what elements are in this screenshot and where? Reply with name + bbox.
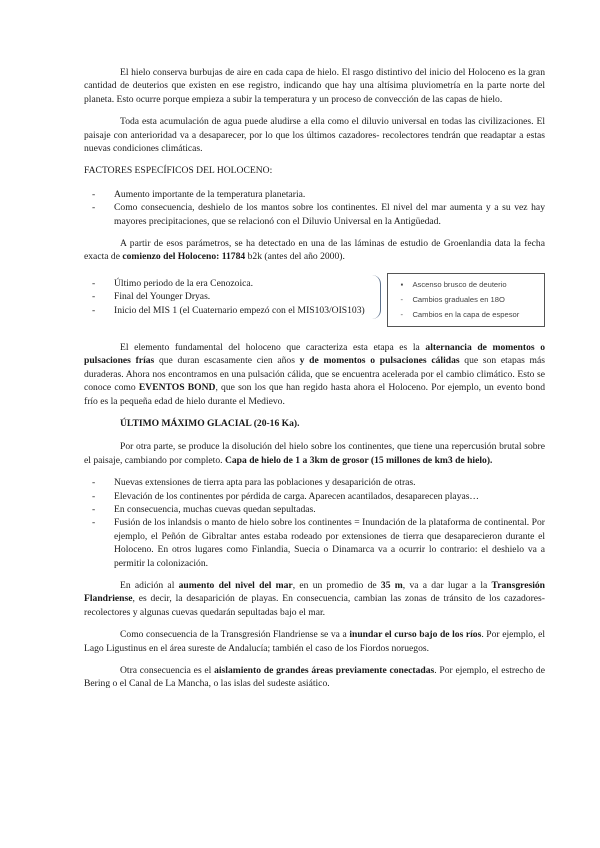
- list-item: [84, 188, 545, 201]
- list-item: [84, 476, 545, 489]
- bullet-dash: -: [92, 277, 96, 289]
- list-item-text: Fusión de los inlandsis o manto de hielo sobre los continentes = Inundación de la plataforma de continental. Por ejemplo, el Peñón de Gibraltar antes estaba rodeado por extensiones de tierra que desaparecieron durante el Holoceno. En otros lugares como Finlandia, Suecia o Dinamarca va a ocurrir lo contrario: el deshielo va a permitir la colonización.: [114, 517, 545, 569]
- heading-last-glacial-maximum: ÚLTIMO MÁXIMO GLACIAL (20-16 Ka).: [120, 417, 300, 429]
- paragraph-ice-dissolution: [84, 440, 545, 467]
- bullet-dash: -: [92, 477, 96, 489]
- bullet-dash: -: [92, 304, 96, 316]
- list-item-text: Nuevas extensiones de tierra apta para las poblaciones y desaparición de otras.: [114, 477, 416, 489]
- bold-warm-pulsations: y de momentos o pulsaciones cálidas: [299, 355, 460, 367]
- list-item-text: Último periodo de la era Cenozoica.: [114, 277, 254, 289]
- text-run: . Por ejemplo, el Lago Ligustinus en el área sureste de Andalucía; también el caso de los Fiordos noruegos.: [84, 629, 545, 654]
- bold-flood-rivers: inundar el curso bajo de los ríos: [349, 629, 482, 641]
- legend-mark: ▪: [400, 279, 404, 289]
- legend-box: [387, 273, 545, 327]
- list-item: [84, 201, 545, 228]
- paragraph-ice-bubbles: El hielo conserva burbujas de aire en cada capa de hielo. El rasgo distintivo del inicio del Holoceno es la gran cantidad de deuterios que existen en ese registro, indicando que hay una altísima pluviometría en la parte norte del planeta. Esto ocurre porque empieza a subir la temperatura y un proceso de convección de las capas de hielo.: [84, 67, 545, 105]
- paragraph-isolation: [84, 664, 545, 691]
- bold-35m: 35 m: [380, 579, 403, 591]
- legend-item: [388, 277, 544, 292]
- legend-text: Ascenso brusco de deuterio: [412, 279, 507, 289]
- curly-brace: [372, 275, 381, 319]
- paragraph-rivers: [84, 628, 545, 655]
- text-run: , en un promedio de: [292, 579, 381, 591]
- heading-factores: FACTORES ESPECÍFICOS DEL HOLOCENO:: [84, 165, 273, 177]
- text-run: En adición al: [120, 579, 179, 591]
- list-consecuencias: [84, 476, 545, 570]
- text-run: que duran escasamente cien años: [154, 355, 300, 367]
- text-run: El elemento fundamental del holoceno que caracteriza esta etapa es la: [120, 341, 426, 353]
- document-page: [84, 66, 545, 700]
- list-item-text: Final del Younger Dryas.: [114, 291, 211, 303]
- list-item: [84, 516, 545, 570]
- paragraph-pulsations: [84, 341, 545, 408]
- bullet-dash: -: [92, 517, 96, 529]
- legend-item: [388, 292, 544, 307]
- legend-text: Cambios en la capa de espesor: [412, 309, 520, 319]
- list-item-text: Como consecuencia, deshielo de los mantos sobre los continentes. El nivel del mar aumenta y a su vez hay mayores precipitaciones, que se relacionó con el Diluvio Universal en la Antigüedad.: [114, 202, 545, 227]
- bold-sea-level-rise: aumento del nivel del mar: [178, 579, 293, 591]
- list-item-text: Inicio del MIS 1 (el Cuaternario empezó con el MIS103/OIS103): [114, 304, 365, 316]
- bullet-dash: -: [92, 202, 96, 214]
- bullet-dash: -: [92, 188, 96, 200]
- bold-holocene-start: comienzo del Holoceno: 11784: [122, 251, 246, 263]
- holocene-start-block: [84, 273, 545, 327]
- bold-isolation: aislamiento de grandes áreas previamente conectadas: [214, 665, 435, 676]
- list-item: [84, 277, 372, 290]
- bold-ice-thickness: Capa de hielo de 1 a 3km de grosor (15 millones de km3 de hielo).: [224, 454, 493, 466]
- bold-cold-pulsations: alternancia de momentos o pulsaciones frías: [84, 341, 545, 367]
- bullet-dash: -: [92, 490, 96, 502]
- paragraph-universal-flood: Toda esta acumulación de agua puede aludirse a ella como el diluvio universal en todas las civilizaciones. El paisaje con anterioridad va a desaparecer, por lo que los últimos cazadores- recolectores tendrán que readaptar a estas nuevas condiciones climáticas.: [84, 116, 545, 155]
- text-run: A partir de esos parámetros, se ha detectado en una de las láminas de estudio de Groenlandia data la fecha exacta de: [84, 238, 545, 263]
- paragraph-sea-level: [84, 579, 545, 619]
- bold-flandrian-transgression: Transgresión Flandriense: [84, 579, 545, 605]
- legend-mark: -: [400, 294, 403, 304]
- text-run: , es decir, la desaparición de playas. En consecuencia, cambian las zonas de tránsito de los cazadores-recolectores y algunas cuevas quedarán sepultadas bajo el mar.: [84, 593, 545, 618]
- list-item: [84, 290, 372, 303]
- list-item-text: Aumento importante de la temperatura planetaria.: [114, 188, 306, 200]
- list-factores: [84, 188, 545, 228]
- bold-bond-events: EVENTOS BOND: [138, 382, 216, 394]
- list-item: [84, 304, 372, 317]
- list-item-text: En consecuencia, muchas cuevas quedan sepultadas.: [114, 503, 316, 515]
- text-run: Como consecuencia de la Transgresión Flandriense se va a: [120, 629, 350, 641]
- list-inicio: [84, 277, 372, 317]
- text-run: Otra consecuencia es el: [120, 665, 215, 676]
- list-item: [84, 490, 545, 503]
- list-item: [84, 503, 545, 516]
- text-run: b2k (antes del año 2000).: [245, 251, 345, 263]
- text-run: . Por ejemplo, el estrecho de Bering o el Canal de La Mancha, o las islas del sudeste asiático.: [84, 665, 545, 690]
- text-run: , que son los que han regido hasta ahora el Holoceno. Por ejemplo, un evento bond frío es la pequeña edad de hielo durante el Medievo.: [84, 382, 545, 407]
- legend-item: [388, 307, 544, 322]
- list-item-text: Elevación de los continentes por pérdida de carga. Aparecen acantilados, desaparecen playas…: [114, 490, 480, 502]
- paragraph-holocene-date: [84, 237, 545, 264]
- text-run: que son etapas más duraderas. Ahora nos encontramos en una pulsación cálida, que se encuentra acelerada por el cambio climático. Esto se conoce como: [84, 355, 546, 394]
- legend-text: Cambios graduales en 18O: [412, 294, 505, 304]
- legend-mark: -: [400, 309, 403, 319]
- text-run: Por otra parte, se produce la disolución del hielo sobre los continentes, que tiene una repercusión brutal sobre el paisaje, cambiando por completo.: [84, 441, 545, 466]
- text-run: , va a dar lugar a la: [402, 579, 492, 591]
- bullet-dash: -: [92, 503, 96, 515]
- bullet-dash: -: [92, 291, 96, 303]
